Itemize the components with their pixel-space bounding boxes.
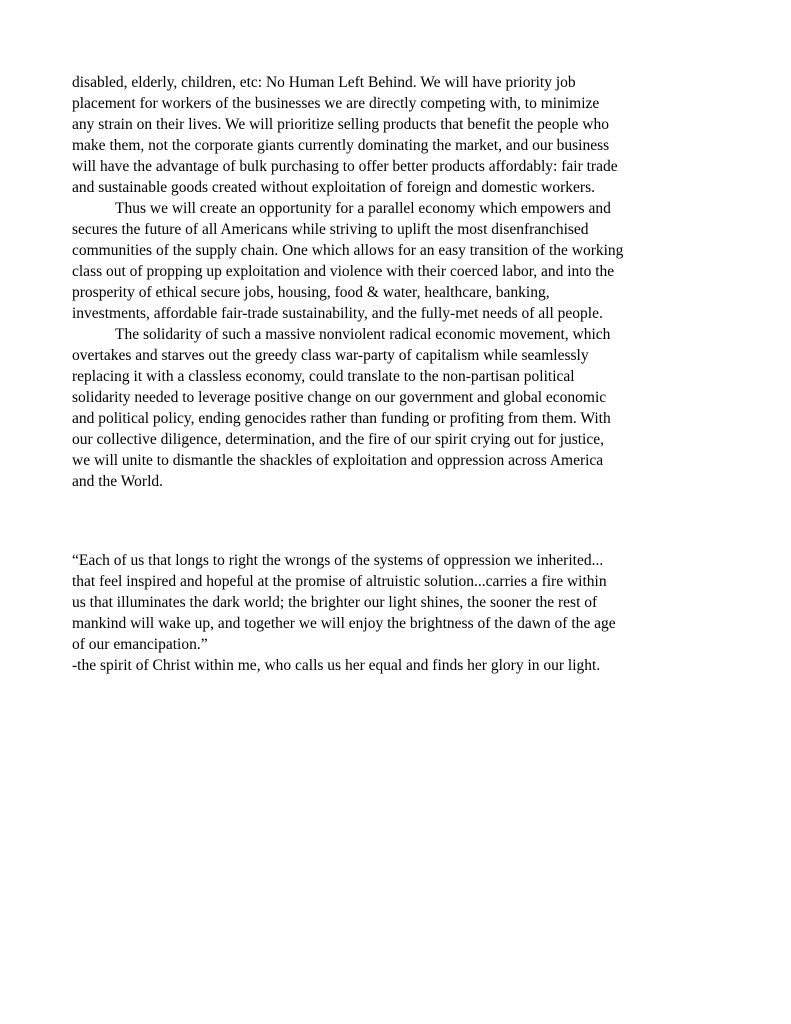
text-line: our collective diligence, determination, and the fire of our spirit crying out for justice, — [72, 431, 604, 448]
paragraph-2 — [72, 198, 722, 324]
text-line: communities of the supply chain. One which allows for an easy transition of the working — [72, 242, 624, 259]
text-line: any strain on their lives. We will prioritize selling products that benefit the people who — [72, 116, 609, 133]
document-text-block — [72, 72, 722, 676]
text-line: we will unite to dismantle the shackles of exploitation and oppression across America — [72, 452, 604, 469]
paragraph-1 — [72, 72, 722, 198]
blank-space — [72, 492, 722, 550]
attribution-paragraph — [72, 655, 722, 676]
text-line: overtakes and starves out the greedy class war-party of capitalism while seamlessly — [72, 347, 589, 364]
text-line: prosperity of ethical secure jobs, housing, food & water, healthcare, banking, — [72, 284, 550, 301]
text-line: make them, not the corporate giants currently dominating the market, and our business — [72, 137, 610, 154]
text-line: investments, affordable fair-trade sustainability, and the fully-met needs of all people. — [72, 305, 603, 322]
paragraph-3 — [72, 324, 722, 492]
text-line: secures the future of all Americans while striving to uplift the most disenfranchised — [72, 221, 589, 238]
text-line: “Each of us that longs to right the wrongs of the systems of oppression we inherited... — [72, 552, 604, 569]
text-line: The solidarity of such a massive nonviolent radical economic movement, which — [115, 326, 611, 343]
text-line: Thus we will create an opportunity for a parallel economy which empowers and — [115, 200, 611, 217]
text-line: replacing it with a classless economy, could translate to the non-partisan political — [72, 368, 575, 385]
text-line: that feel inspired and hopeful at the promise of altruistic solution...carries a fire within — [72, 573, 607, 590]
quote-paragraph — [72, 550, 722, 655]
text-line: and sustainable goods created without exploitation of foreign and domestic workers. — [72, 179, 595, 196]
text-line: solidarity needed to leverage positive change on our government and global economic — [72, 389, 607, 406]
text-line: placement for workers of the businesses we are directly competing with, to minimize — [72, 95, 600, 112]
text-line: and the World. — [72, 473, 164, 490]
text-line: of our emancipation.” — [72, 636, 208, 653]
text-line: class out of propping up exploitation and violence with their coerced labor, and into the — [72, 263, 615, 280]
text-line: -the spirit of Christ within me, who calls us her equal and finds her glory in our light. — [72, 657, 601, 674]
text-line: will have the advantage of bulk purchasing to offer better products affordably: fair trade — [72, 158, 618, 175]
text-line: disabled, elderly, children, etc: No Human Left Behind. We will have priority job — [72, 74, 576, 91]
text-line: mankind will wake up, and together we will enjoy the brightness of the dawn of the age — [72, 615, 616, 632]
text-line: us that illuminates the dark world; the brighter our light shines, the sooner the rest of — [72, 594, 598, 611]
text-line: and political policy, ending genocides rather than funding or profiting from them. With — [72, 410, 611, 427]
